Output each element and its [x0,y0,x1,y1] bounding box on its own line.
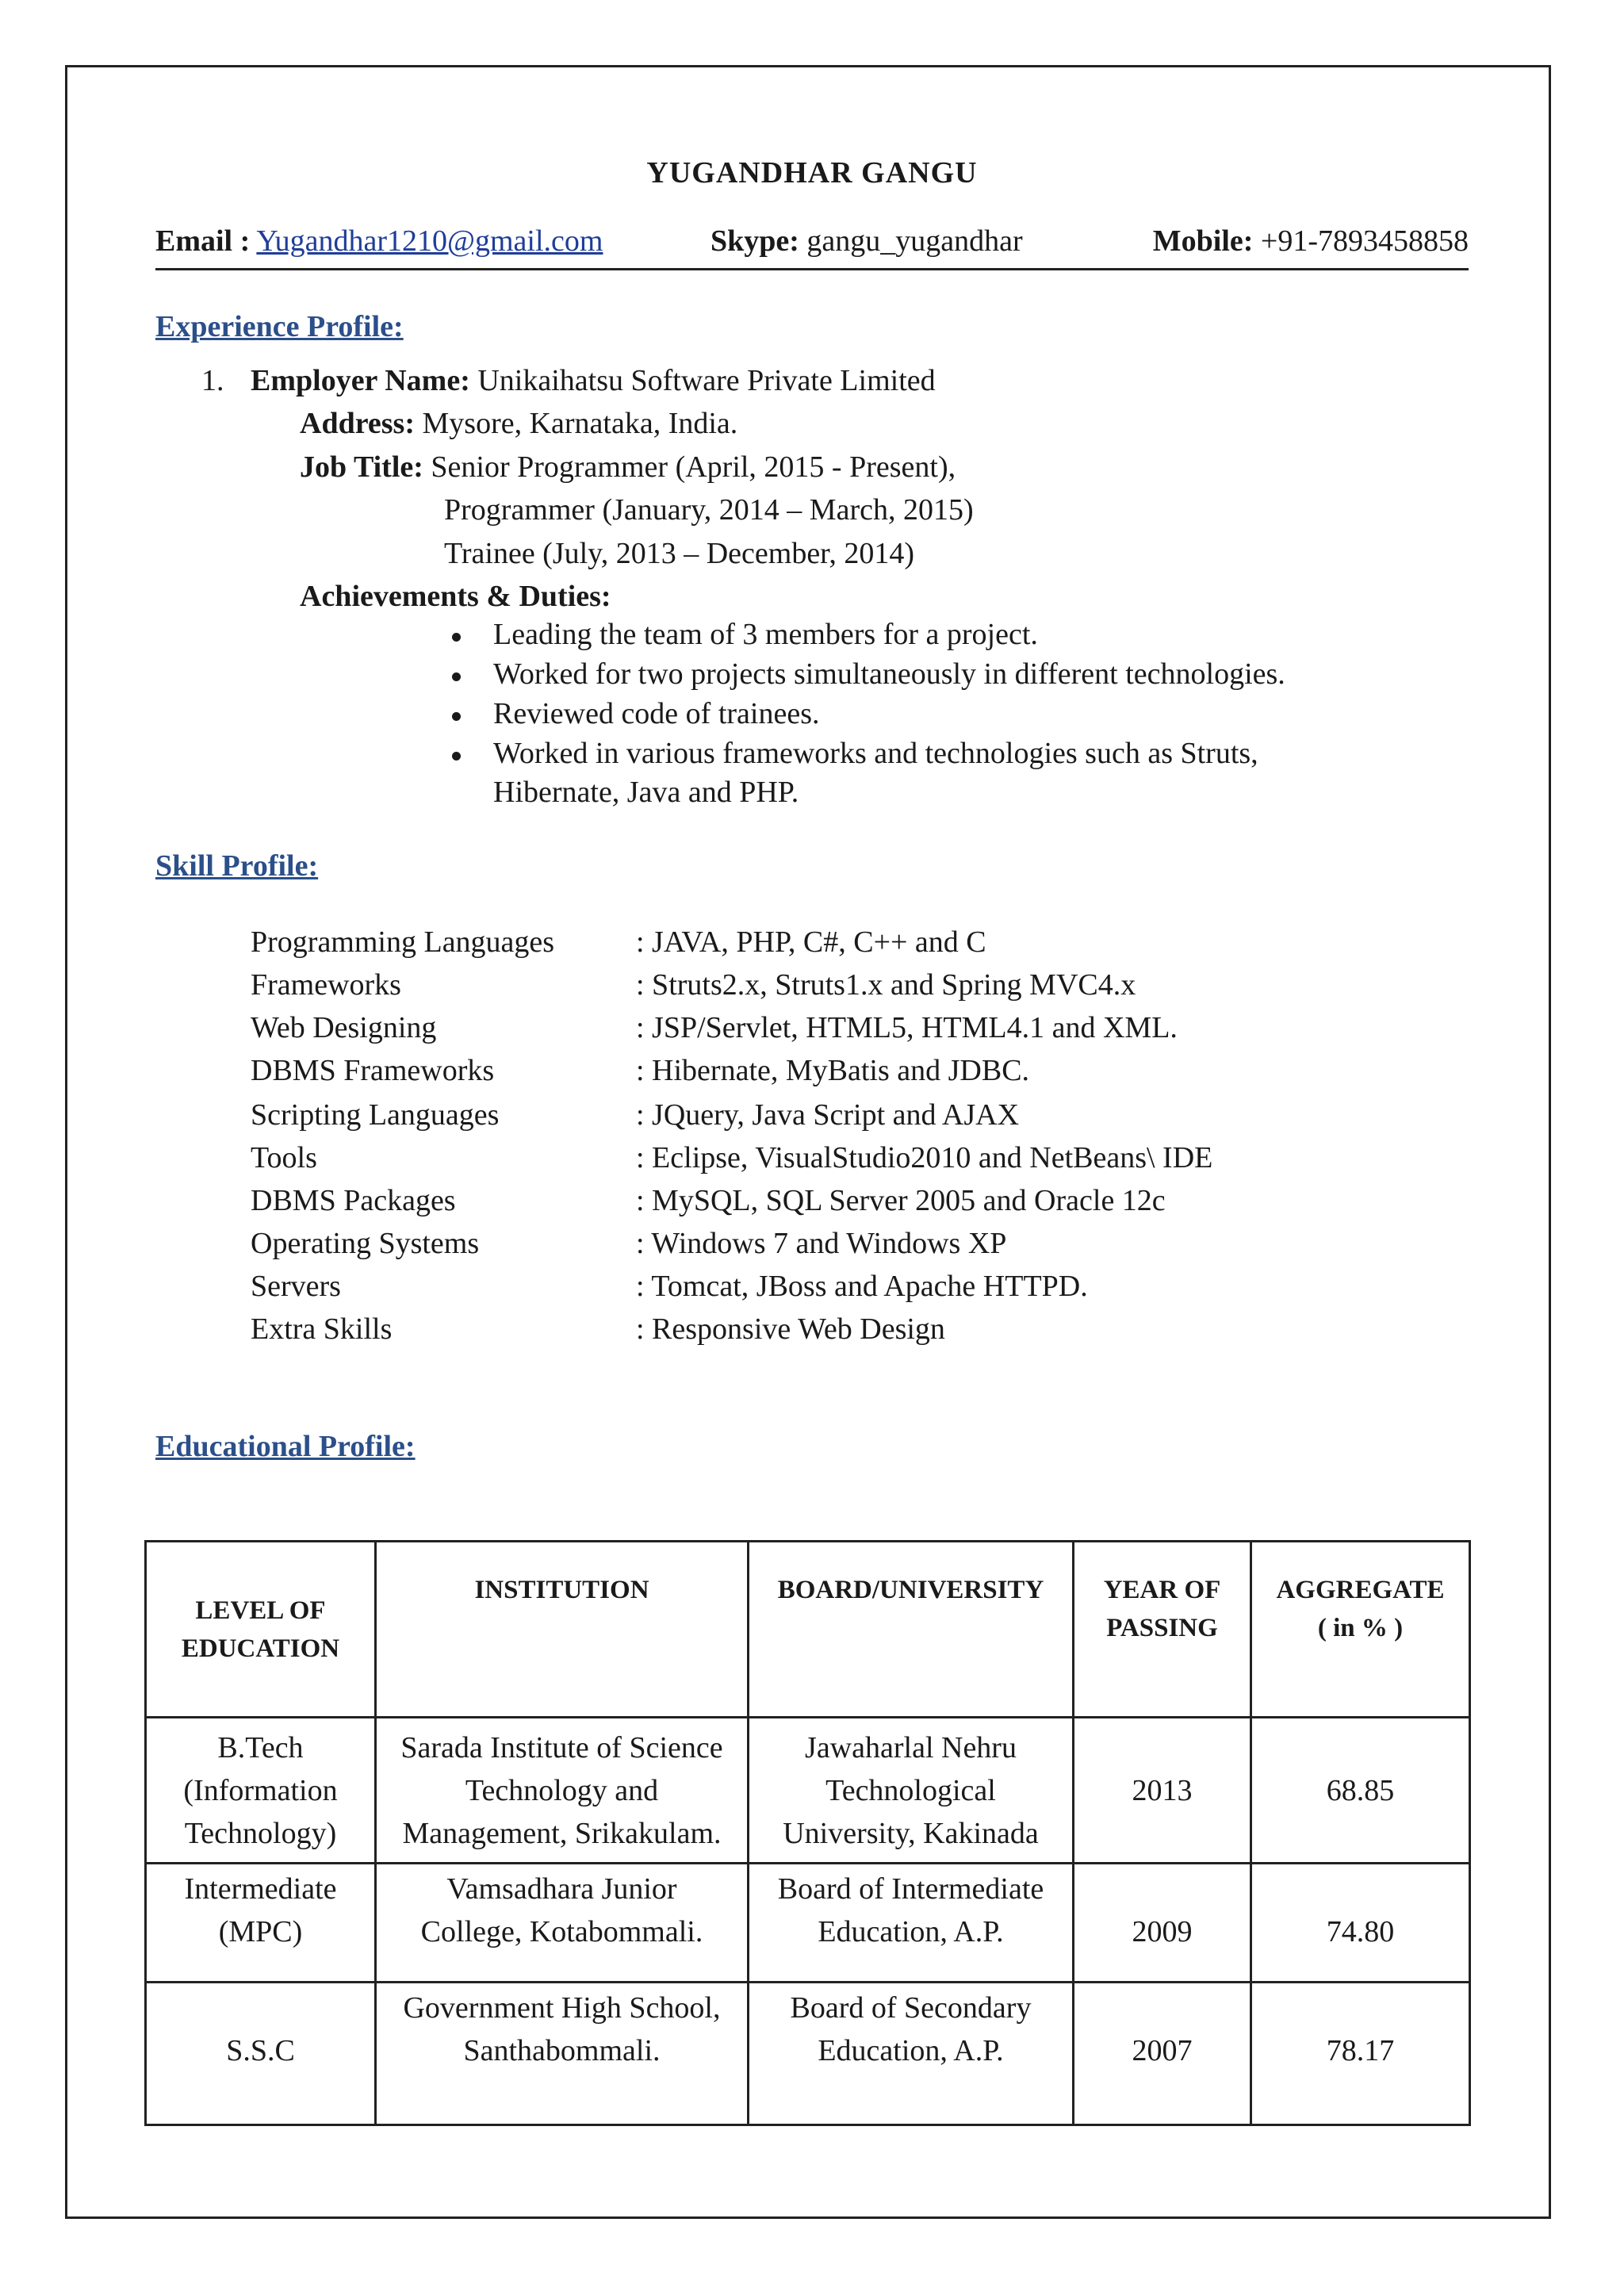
cell-line: Government High School, [403,1991,721,2025]
cell-year: 2013 [1074,1718,1251,1864]
skill-row [251,1226,1361,1262]
duty-item: Worked for two projects simultaneously in different technologies. [493,657,1285,691]
education-table [144,1540,1471,2126]
header-text: YEAR OF [1103,1576,1221,1604]
skill-row [251,967,1361,1004]
skill-value: : Struts2.x, Struts1.x and Spring MVC4.x [636,968,1136,1002]
cell-line: (Information [183,1773,338,1807]
address-line [300,406,737,441]
header-text: BOARD/UNIVERSITY [777,1576,1044,1604]
skill-row [251,925,1361,961]
skill-label: Extra Skills [251,1312,393,1346]
cell-line: Sarada Institute of Science [400,1730,723,1764]
duty-item: Reviewed code of trainees. [493,697,820,730]
cell-institution [376,1983,749,2125]
table-row [146,1983,1470,2125]
cell-line: (MPC) [218,1915,303,1948]
cell-level [146,1864,376,1983]
email-link[interactable]: Yugandhar1210@gmail.com [256,224,603,258]
duty-item-continued: Hibernate, Java and PHP. [493,776,799,809]
cell-line: S.S.C [226,2034,295,2067]
cell-year: 2007 [1074,1983,1251,2125]
cell-aggregate: 74.80 [1251,1864,1470,1983]
skill-row [251,1053,1361,1090]
header-text: AGGREGATE [1276,1576,1445,1604]
skill-label: Programming Languages [251,925,555,959]
skill-row [251,1140,1361,1177]
skill-value: : Responsive Web Design [636,1312,945,1346]
skype-value: gangu_yugandhar [806,224,1023,258]
mobile-contact [1153,224,1469,259]
header-institution [376,1542,749,1718]
contact-row [155,224,1469,270]
cell-line: Technological [825,1773,996,1807]
cell-line: Technology) [184,1816,337,1850]
skill-value: : Tomcat, JBoss and Apache HTTPD. [636,1270,1088,1303]
header-level [146,1542,376,1718]
table-row [146,1718,1470,1864]
experience-section-title: Experience Profile: [155,310,404,343]
cell-institution [376,1718,749,1864]
bullet-icon [452,712,461,721]
cell-line: Education, A.P. [818,2034,1004,2067]
skill-value: : JSP/Servlet, HTML5, HTML4.1 and XML. [636,1011,1178,1044]
education-header-row [146,1542,1470,1718]
cell-line: Intermediate [184,1872,337,1906]
header-text: PASSING [1106,1614,1218,1642]
email-label: Email : [155,224,251,258]
cell-level [146,1983,376,2125]
cell-board [749,1864,1074,1983]
skill-label: Tools [251,1141,317,1174]
skill-row [251,1010,1361,1047]
cell-line: Vamsadhara Junior [446,1872,677,1906]
jobtitle-line [300,450,956,485]
duty-item: Worked in various frameworks and technologies such as Struts, [493,737,1258,770]
skill-value: : Windows 7 and Windows XP [636,1227,1007,1260]
job-entry: Senior Programmer (April, 2015 - Present), [431,450,956,484]
skill-row [251,1183,1361,1220]
cell-line: University, Kakinada [783,1816,1039,1850]
skill-value: : JQuery, Java Script and AJAX [636,1098,1020,1132]
cell-line: Board of Secondary [790,1991,1032,2025]
skill-row [251,1098,1361,1134]
employer-number: 1. [201,364,224,397]
header-year [1074,1542,1251,1718]
mobile-value: +91-7893458858 [1260,224,1469,258]
employer-label: Employer Name: [251,364,470,397]
skill-label: DBMS Frameworks [251,1054,495,1087]
cell-year: 2009 [1074,1864,1251,1983]
cell-line: Management, Srikakulam. [402,1816,722,1850]
cell-line: Technology and [465,1773,659,1807]
cell-level [146,1718,376,1864]
skype-label: Skype: [710,224,799,258]
header-aggregate [1251,1542,1470,1718]
employer-line [251,363,936,398]
skill-value: : MySQL, SQL Server 2005 and Oracle 12c [636,1184,1166,1217]
cell-board [749,1983,1074,2125]
header-text: ( in % ) [1317,1614,1404,1642]
candidate-name: YUGANDHAR GANGU [646,156,978,190]
cell-line: Education, A.P. [818,1915,1004,1948]
cell-line: B.Tech [217,1730,304,1764]
skill-label: Web Designing [251,1011,437,1044]
skill-section-title: Skill Profile: [155,849,319,883]
bullet-icon [452,633,461,642]
skill-label: Scripting Languages [251,1098,500,1132]
bullet-icon [452,752,461,761]
skill-value: : Hibernate, MyBatis and JDBC. [636,1054,1030,1087]
skill-row [251,1269,1361,1305]
header-text: LEVEL OF [195,1596,326,1625]
job-entry: Trainee (July, 2013 – December, 2014) [444,537,914,570]
cell-aggregate: 78.17 [1251,1983,1470,2125]
email-contact [155,224,603,259]
cell-line: Board of Intermediate [777,1872,1044,1906]
cell-board [749,1718,1074,1864]
skill-label: DBMS Packages [251,1184,456,1217]
header-board [749,1542,1074,1718]
cell-line: College, Kotabommali. [420,1915,703,1948]
mobile-label: Mobile: [1152,224,1254,258]
skype-contact [710,224,1023,259]
education-section-title: Educational Profile: [155,1430,416,1463]
cell-line: Jawaharlal Nehru [805,1730,1017,1764]
jobtitle-label: Job Title: [300,450,423,484]
skill-label: Servers [251,1270,341,1303]
bullet-icon [452,672,461,681]
skill-label: Frameworks [251,968,401,1002]
header-text: INSTITUTION [474,1576,649,1604]
duty-item: Leading the team of 3 members for a project. [493,618,1038,651]
cell-aggregate: 68.85 [1251,1718,1470,1864]
cell-line: Santhabommali. [463,2034,661,2067]
job-entry: Programmer (January, 2014 – March, 2015) [444,493,974,527]
address-value: Mysore, Karnataka, India. [422,407,738,440]
header-text: EDUCATION [181,1634,340,1663]
skill-value: : Eclipse, VisualStudio2010 and NetBeans\ IDE [636,1141,1213,1174]
skill-row [251,1312,1361,1348]
employer-value: Unikaihatsu Software Private Limited [477,364,936,397]
skill-label: Operating Systems [251,1227,480,1260]
skill-value: : JAVA, PHP, C#, C++ and C [636,925,986,959]
cell-institution [376,1864,749,1983]
achievements-label: Achievements & Duties: [300,580,611,613]
address-label: Address: [300,407,415,440]
table-row [146,1864,1470,1983]
